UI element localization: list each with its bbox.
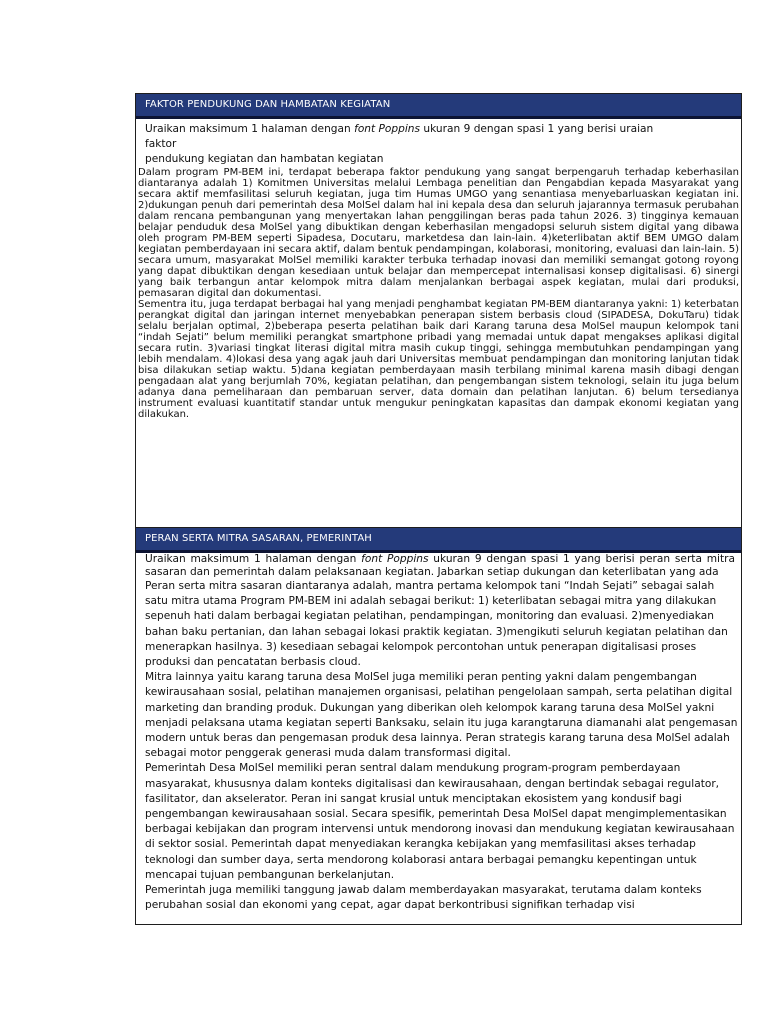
instruction-line3: pendukung kegiatan dan hambatan kegiatan [145,153,384,165]
body-paragraph: Mitra lainnya yaitu karang taruna desa MolSel juga memiliki peran penting yakni dalam pengembangan kewirausahaan sosial, pelatihan manajemen organisasi, pelatihan pengelolaan sampah, serta pelatihan digital marketing dan branding produk. Dukungan yang diberikan oleh kelompok karang taruna desa MolSel yakni menjadi pelaksana utama kegiatan seperti Banksaku, selain itu juga karangtaruna diamanahi alat pengemasan modern untuk beras dan pengemasan produk desa lainnya. Peran strategis karang taruna desa MolSel adalah sebagai motor penggerak generasi muda dalam transformasi digital. [145,671,738,760]
instruction-pre: Uraikan maksimum 1 halaman dengan [145,553,362,565]
body-paragraph: Dalam program PM-BEM ini, terdapat beberapa faktor pendukung yang sangat berpengaruh terhadap keberhasilan diantaranya adalah 1) Komitmen Universitas melalui Lembaga penelitian dan Pengabdian kepada Masyarakat yang secara aktif memfasilitasi seluruh kegiatan, juga tim Humas UMGO yang senantiasa menyebarluaskan kegiatan ini. 2)dukungan penuh dari pemerintah desa MolSel dalam hal ini kepala desa dan seluruh jajarannya termasuk perubahan dalam rencana pembangunan yang menyertakan lahan penggilingan beras pada tahun 2026. 3) tingginya kemauan belajar penduduk desa MolSel yang dibuktikan dengan keberhasilan mengadopsi seluruh sistem digital yang dibawa oleh program PM-BEM seperti Sipadesa, Docutaru, marketdesa dan lain-lain. 4)keterlibatan aktif BEM UMGO dalam kegiatan pemberdayaan ini secara aktif, dalam bentuk pendampingan, kolaborasi, monitoring, evaluasi dan lain-lain. 5) secara umum, masyarakat MolSel memiliki karakter terbuka terhadap inovasi dan memiliki semangat gotong royong yang dapat dibuktikan dengan kesediaan untuk belajar dan mempercepat internalisasi konsep digitalisasi. 6) sinergi yang baik terbangun antar kelompok mitra dalam menjalankan berbagai aspek kegiatan, mulai dari produksi, pemasaran digital dan dokumentasi. [138,167,739,299]
instruction-post: ukuran 9 dengan spasi 1 yang berisi uraian [420,123,654,135]
section-faktor-pendukung [135,93,742,528]
body-paragraph: Pemerintah juga memiliki tanggung jawab dalam memberdayakan masyarakat, terutama dalam konteks perubahan sosial dan ekonomi yang cepat, agar dapat berkontribusi signifikan terhadap visi [145,884,702,912]
instruction-pre: Uraikan maksimum 1 halaman dengan [145,123,355,135]
instruction-text [136,553,741,579]
instruction-post: ukuran 9 dengan spasi 1 yang berisi peran serta mitra sasaran dan pemerintah dalam pelaksanaan kegiatan. Jabarkan setiap dukungan dan keterlibatan yang ada [145,553,735,578]
section-peran-serta [135,527,742,925]
instruction-font: font Poppins [354,123,421,135]
instruction-text [136,119,741,167]
instruction-line2: faktor [145,138,177,150]
instruction-font: font Poppins [361,553,429,565]
section-header: FAKTOR PENDUKUNG DAN HAMBATAN KEGIATAN [136,94,741,119]
body-paragraph: Sementra itu, juga terdapat berbagai hal yang menjadi penghambat kegiatan PM-BEM diantaranya yakni: 1) keterbatan perangkat digital dan jaringan internet menyebabkan penerapan sistem berbasis cloud (SIPADESA, DokuTaru) tidak selalu berjalan optimal, 2)beberapa peserta pelatihan baik dari Karang taruna desa MolSel maupun kelompok tani “indah Sejati” belum memiliki perangkat smartphone pribadi yang memadai untuk dapat mengakses aplikasi digital secara rutin. 3)variasi tingkat literasi digital mitra masih cukup tinggi, sehingga membutuhkan pendampingan yang lebih mendalam. 4)lokasi desa yang agak jauh dari Universitas membuat pendampingan dan monitoring lanjutan tidak bisa dilakukan setiap waktu. 5)dana kegiatan pemberdayaan masih terbilang minimal karena masih dibagi dengan pengadaan alat yang berjumlah 70%, kegiatan pelatihan, dan pengembangan sistem teknologi, selain itu juga belum adanya dana pemeliharaan dan pembaruan server, data domain dan pelatihan lanjutan. 6) belum tersedianya instrument evaluasi kuantitatif standar untuk mengukur peningkatan kapasitas dan dampak ekonomi kegiatan yang dilakukan. [138,299,739,420]
section-header: PERAN SERTA MITRA SASARAN, PEMERINTAH [136,528,741,553]
body-paragraph: Peran serta mitra sasaran diantaranya adalah, mantra pertama kelompok tani “Indah Sejati” sebagai salah satu mitra utama Program PM-BEM ini adalah sebagai berikut: 1) keterlibatan sebagai mitra yang dilakukan sepenuh hati dalam berbagai kegiatan pelatihan, pendampingan, monitoring dan evaluasi. 2)menyediakan bahan baku pertanian, dan lahan sebagai lokasi praktik kegiatan. 3)mengikuti seluruh kegiatan pelatihan dan menerapkan hasilnya. 3) kesediaan sebagai kelompok percontohan untuk penerapan digitalisasi proses produksi dan pencatatan berbasis cloud. [145,580,728,669]
body-paragraph: Pemerintah Desa MolSel memiliki peran sentral dalam mendukung program-program pemberdayaan masyarakat, khususnya dalam konteks digitalisasi dan kewirausahaan, dengan bertindak sebagai regulator, fasilitator, dan akselerator. Peran ini sangat krusial untuk menciptakan ekosistem yang kondusif bagi pengembangan kewirausahaan sosial. Secara spesifik, pemerintah Desa MolSel dapat mengimplementasikan berbagai kebijakan dan program intervensi untuk mendorong inovasi dan mendukung kegiatan kewirausahaan di sektor sosial. Pemerintah dapat menyediakan kerangka kebijakan yang memfasilitasi akses terhadap teknologi dan sumber daya, serta mendorong kolaborasi antara berbagai pemangku kepentingan untuk mencapai tujuan pembangunan berkelanjutan. [145,762,735,881]
